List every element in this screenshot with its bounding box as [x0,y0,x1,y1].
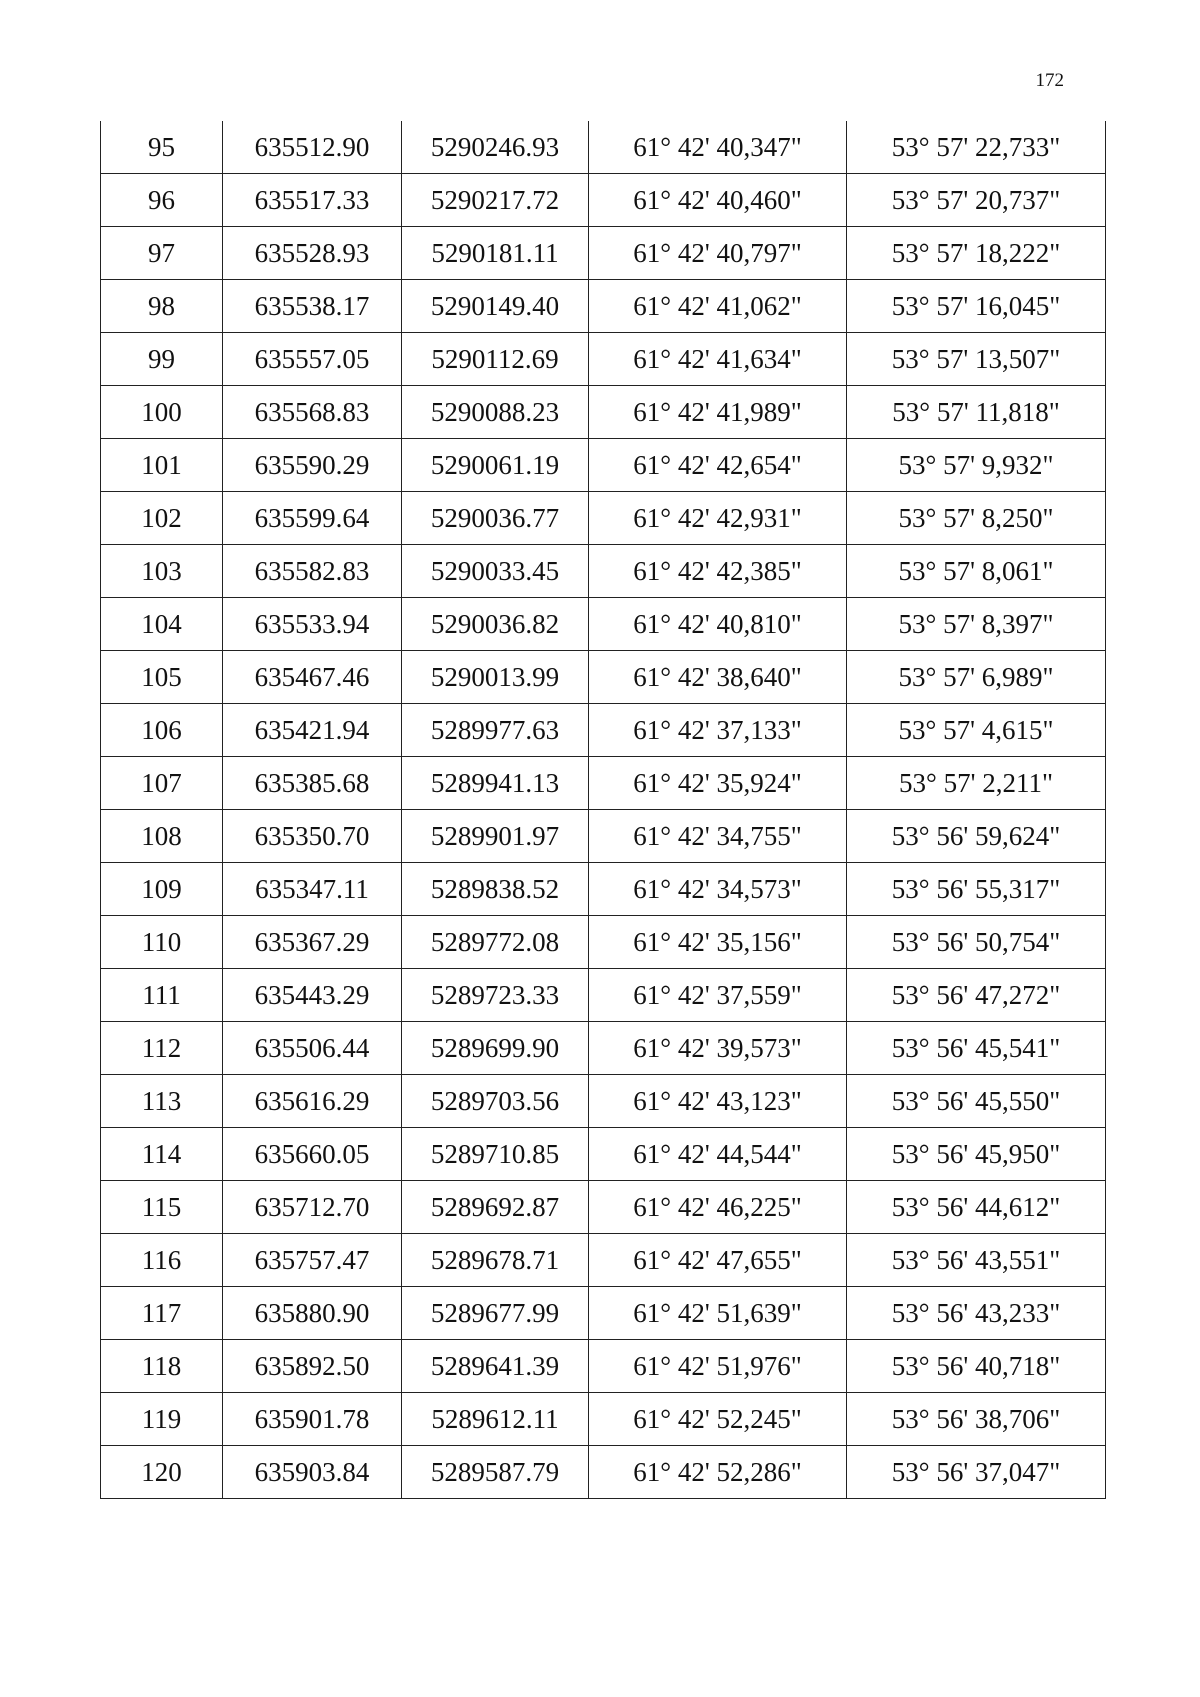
y-coordinate-cell: 5289678.71 [402,1234,589,1287]
y-coordinate-cell: 5289641.39 [402,1340,589,1393]
longitude-cell: 53° 57' 6,989" [847,651,1106,704]
longitude-cell: 53° 56' 44,612" [847,1181,1106,1234]
longitude-cell: 53° 56' 50,754" [847,916,1106,969]
point-number-cell: 98 [101,280,223,333]
y-coordinate-cell: 5289977.63 [402,704,589,757]
latitude-cell: 61° 42' 37,133" [589,704,847,757]
table-row [101,121,1106,174]
y-coordinate-cell: 5289699.90 [402,1022,589,1075]
latitude-cell: 61° 42' 41,634" [589,333,847,386]
y-coordinate-cell: 5290061.19 [402,439,589,492]
point-number-cell: 111 [101,969,223,1022]
point-number-cell: 116 [101,1234,223,1287]
longitude-cell: 53° 56' 45,550" [847,1075,1106,1128]
latitude-cell: 61° 42' 34,755" [589,810,847,863]
latitude-cell: 61° 42' 40,797" [589,227,847,280]
point-number-cell: 103 [101,545,223,598]
longitude-cell: 53° 56' 43,551" [847,1234,1106,1287]
point-number-cell: 120 [101,1446,223,1499]
table-row [101,1393,1106,1446]
latitude-cell: 61° 42' 34,573" [589,863,847,916]
page-number: 172 [1035,70,1064,91]
point-number-cell: 117 [101,1287,223,1340]
x-coordinate-cell: 635506.44 [223,1022,402,1075]
latitude-cell: 61° 42' 42,654" [589,439,847,492]
table-row [101,1234,1106,1287]
latitude-cell: 61° 42' 42,385" [589,545,847,598]
longitude-cell: 53° 56' 45,950" [847,1128,1106,1181]
longitude-cell: 53° 57' 4,615" [847,704,1106,757]
latitude-cell: 61° 42' 47,655" [589,1234,847,1287]
x-coordinate-cell: 635385.68 [223,757,402,810]
table-row [101,545,1106,598]
latitude-cell: 61° 42' 51,639" [589,1287,847,1340]
latitude-cell: 61° 42' 39,573" [589,1022,847,1075]
y-coordinate-cell: 5289772.08 [402,916,589,969]
y-coordinate-cell: 5290149.40 [402,280,589,333]
x-coordinate-cell: 635616.29 [223,1075,402,1128]
table-row [101,704,1106,757]
table-row [101,1022,1106,1075]
longitude-cell: 53° 57' 13,507" [847,333,1106,386]
table-row [101,810,1106,863]
y-coordinate-cell: 5289941.13 [402,757,589,810]
x-coordinate-cell: 635467.46 [223,651,402,704]
y-coordinate-cell: 5290112.69 [402,333,589,386]
table-row [101,333,1106,386]
point-number-cell: 118 [101,1340,223,1393]
point-number-cell: 107 [101,757,223,810]
point-number-cell: 101 [101,439,223,492]
table-row [101,757,1106,810]
longitude-cell: 53° 56' 37,047" [847,1446,1106,1499]
x-coordinate-cell: 635350.70 [223,810,402,863]
longitude-cell: 53° 56' 47,272" [847,969,1106,1022]
y-coordinate-cell: 5290033.45 [402,545,589,598]
point-number-cell: 97 [101,227,223,280]
point-number-cell: 106 [101,704,223,757]
y-coordinate-cell: 5289838.52 [402,863,589,916]
table-row [101,969,1106,1022]
y-coordinate-cell: 5289703.56 [402,1075,589,1128]
longitude-cell: 53° 56' 45,541" [847,1022,1106,1075]
x-coordinate-cell: 635757.47 [223,1234,402,1287]
latitude-cell: 61° 42' 38,640" [589,651,847,704]
latitude-cell: 61° 42' 40,460" [589,174,847,227]
y-coordinate-cell: 5290013.99 [402,651,589,704]
latitude-cell: 61° 42' 52,286" [589,1446,847,1499]
x-coordinate-cell: 635590.29 [223,439,402,492]
latitude-cell: 61° 42' 37,559" [589,969,847,1022]
longitude-cell: 53° 56' 59,624" [847,810,1106,863]
y-coordinate-cell: 5290036.77 [402,492,589,545]
x-coordinate-cell: 635880.90 [223,1287,402,1340]
x-coordinate-cell: 635892.50 [223,1340,402,1393]
x-coordinate-cell: 635660.05 [223,1128,402,1181]
point-number-cell: 102 [101,492,223,545]
longitude-cell: 53° 57' 18,222" [847,227,1106,280]
table-row [101,1287,1106,1340]
x-coordinate-cell: 635712.70 [223,1181,402,1234]
latitude-cell: 61° 42' 43,123" [589,1075,847,1128]
longitude-cell: 53° 57' 16,045" [847,280,1106,333]
y-coordinate-cell: 5289901.97 [402,810,589,863]
y-coordinate-cell: 5289710.85 [402,1128,589,1181]
latitude-cell: 61° 42' 46,225" [589,1181,847,1234]
point-number-cell: 109 [101,863,223,916]
longitude-cell: 53° 57' 9,932" [847,439,1106,492]
latitude-cell: 61° 42' 41,989" [589,386,847,439]
x-coordinate-cell: 635533.94 [223,598,402,651]
x-coordinate-cell: 635512.90 [223,121,402,174]
latitude-cell: 61° 42' 40,347" [589,121,847,174]
x-coordinate-cell: 635347.11 [223,863,402,916]
point-number-cell: 100 [101,386,223,439]
longitude-cell: 53° 57' 11,818" [847,386,1106,439]
longitude-cell: 53° 56' 43,233" [847,1287,1106,1340]
longitude-cell: 53° 57' 8,250" [847,492,1106,545]
y-coordinate-cell: 5289692.87 [402,1181,589,1234]
x-coordinate-cell: 635443.29 [223,969,402,1022]
longitude-cell: 53° 57' 2,211" [847,757,1106,810]
y-coordinate-cell: 5290217.72 [402,174,589,227]
y-coordinate-cell: 5289723.33 [402,969,589,1022]
x-coordinate-cell: 635538.17 [223,280,402,333]
point-number-cell: 108 [101,810,223,863]
x-coordinate-cell: 635528.93 [223,227,402,280]
table-row [101,1075,1106,1128]
longitude-cell: 53° 57' 22,733" [847,121,1106,174]
point-number-cell: 114 [101,1128,223,1181]
y-coordinate-cell: 5290181.11 [402,227,589,280]
latitude-cell: 61° 42' 35,156" [589,916,847,969]
longitude-cell: 53° 57' 8,061" [847,545,1106,598]
latitude-cell: 61° 42' 40,810" [589,598,847,651]
latitude-cell: 61° 42' 41,062" [589,280,847,333]
x-coordinate-cell: 635582.83 [223,545,402,598]
y-coordinate-cell: 5289587.79 [402,1446,589,1499]
point-number-cell: 95 [101,121,223,174]
table-row [101,1446,1106,1499]
latitude-cell: 61° 42' 52,245" [589,1393,847,1446]
x-coordinate-cell: 635367.29 [223,916,402,969]
x-coordinate-cell: 635557.05 [223,333,402,386]
x-coordinate-cell: 635903.84 [223,1446,402,1499]
x-coordinate-cell: 635901.78 [223,1393,402,1446]
longitude-cell: 53° 57' 8,397" [847,598,1106,651]
table-row [101,1340,1106,1393]
table-row [101,916,1106,969]
y-coordinate-cell: 5290246.93 [402,121,589,174]
point-number-cell: 112 [101,1022,223,1075]
y-coordinate-cell: 5290036.82 [402,598,589,651]
x-coordinate-cell: 635568.83 [223,386,402,439]
point-number-cell: 119 [101,1393,223,1446]
table-row [101,651,1106,704]
point-number-cell: 99 [101,333,223,386]
y-coordinate-cell: 5289612.11 [402,1393,589,1446]
table-row [101,1128,1106,1181]
latitude-cell: 61° 42' 51,976" [589,1340,847,1393]
coordinates-table-body [101,121,1106,1499]
longitude-cell: 53° 56' 40,718" [847,1340,1106,1393]
x-coordinate-cell: 635421.94 [223,704,402,757]
point-number-cell: 96 [101,174,223,227]
table-row [101,598,1106,651]
table-row [101,174,1106,227]
point-number-cell: 104 [101,598,223,651]
latitude-cell: 61° 42' 42,931" [589,492,847,545]
longitude-cell: 53° 56' 38,706" [847,1393,1106,1446]
table-row [101,492,1106,545]
latitude-cell: 61° 42' 44,544" [589,1128,847,1181]
point-number-cell: 113 [101,1075,223,1128]
point-number-cell: 105 [101,651,223,704]
y-coordinate-cell: 5289677.99 [402,1287,589,1340]
table-row [101,280,1106,333]
latitude-cell: 61° 42' 35,924" [589,757,847,810]
x-coordinate-cell: 635599.64 [223,492,402,545]
coordinates-table [100,121,1106,1499]
table-row [101,439,1106,492]
table-row [101,1181,1106,1234]
table-row [101,227,1106,280]
point-number-cell: 115 [101,1181,223,1234]
y-coordinate-cell: 5290088.23 [402,386,589,439]
table-row [101,863,1106,916]
x-coordinate-cell: 635517.33 [223,174,402,227]
longitude-cell: 53° 57' 20,737" [847,174,1106,227]
table-row [101,386,1106,439]
longitude-cell: 53° 56' 55,317" [847,863,1106,916]
point-number-cell: 110 [101,916,223,969]
